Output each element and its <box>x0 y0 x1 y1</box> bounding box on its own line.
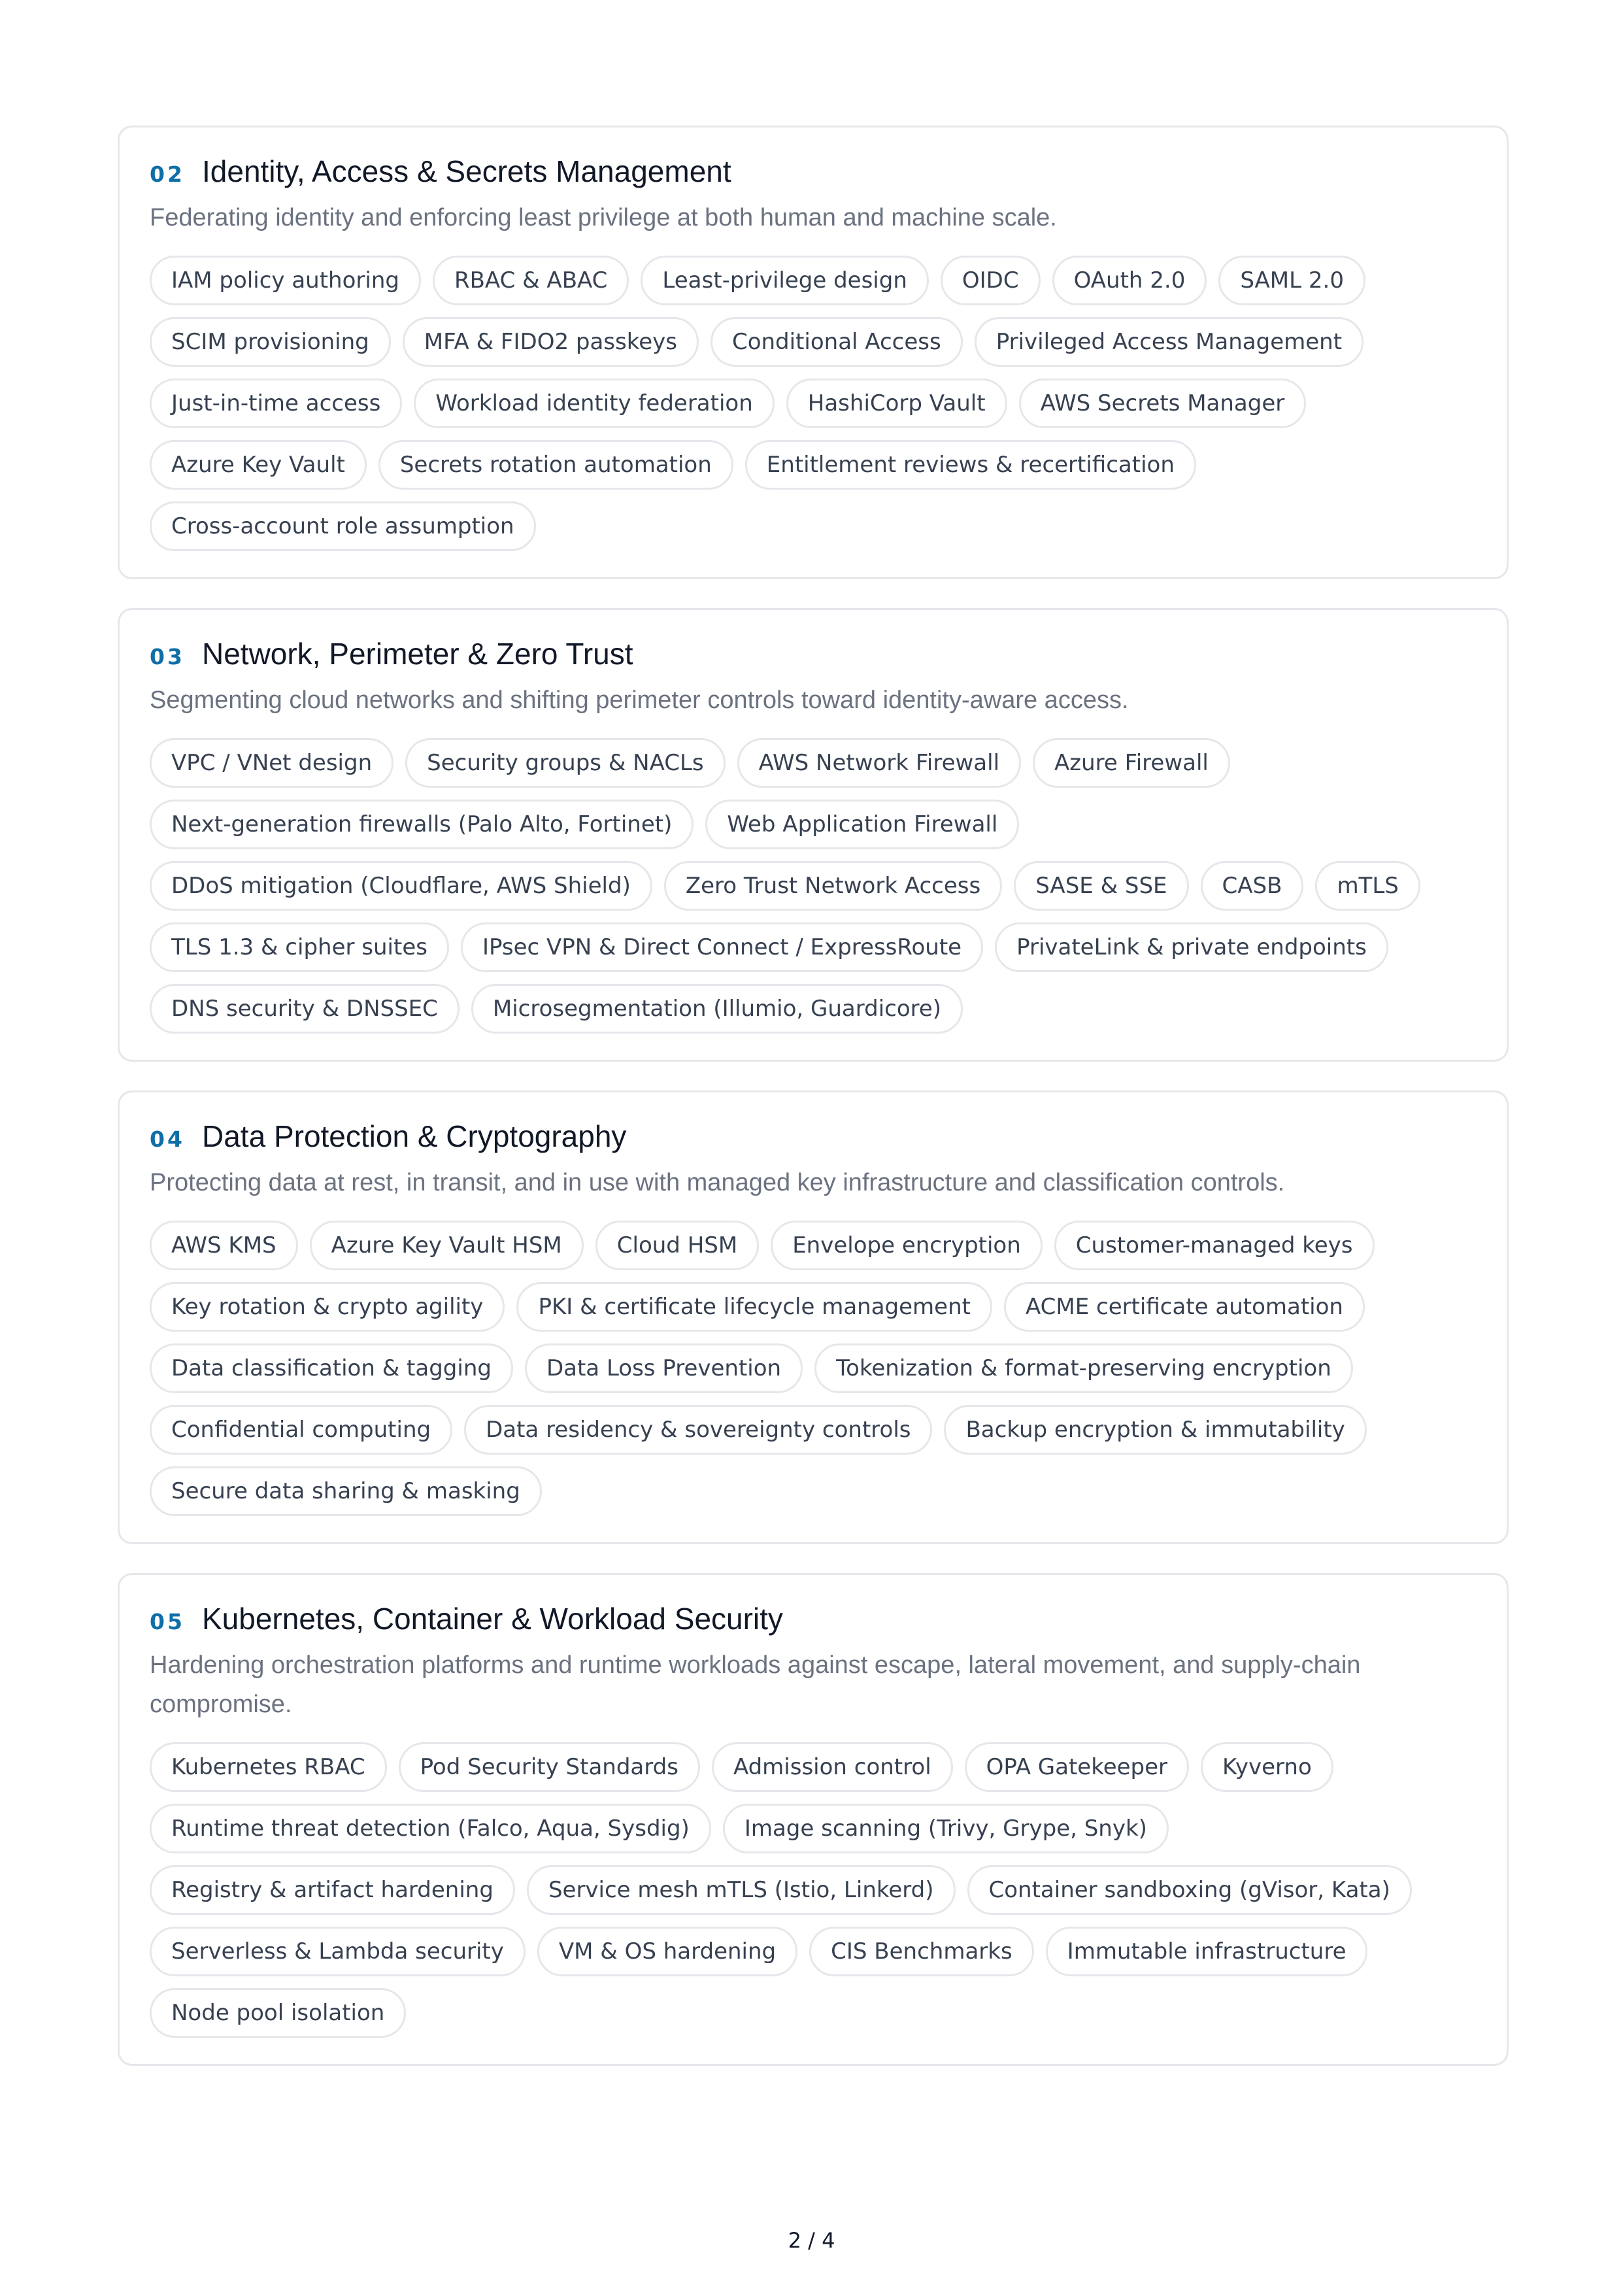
skill-tag: RBAC & ABAC <box>433 256 629 305</box>
skill-tag: Image scanning (Trivy, Grype, Snyk) <box>723 1804 1169 1853</box>
skill-tag: Data residency & sovereignty controls <box>464 1405 932 1455</box>
skill-tag: Entitlement reviews & recertification <box>745 440 1196 490</box>
section-title: Kubernetes, Container & Workload Security <box>202 1602 783 1636</box>
section-number: 02 <box>150 161 185 187</box>
skill-tag: Secrets rotation automation <box>378 440 733 490</box>
skill-tag: Azure Key Vault <box>150 440 367 490</box>
section-description: Hardening orchestration platforms and runtime workloads against escape, lateral movement, and supply-chain compromise. <box>150 1651 1361 1718</box>
skill-tag: Just-in-time access <box>150 379 402 428</box>
section-title: Identity, Access & Secrets Management <box>202 154 731 188</box>
section-header <box>150 154 1477 189</box>
skill-section <box>118 126 1509 579</box>
skill-tag: Serverless & Lambda security <box>150 1927 526 1976</box>
skill-tag: Cloud HSM <box>595 1221 759 1270</box>
section-description: Segmenting cloud networks and shifting perimeter controls toward identity-aware access. <box>150 686 1129 714</box>
skill-tag: SASE & SSE <box>1014 861 1188 911</box>
skill-tag: Pod Security Standards <box>399 1742 700 1792</box>
skill-tag: Runtime threat detection (Falco, Aqua, Sysdig) <box>150 1804 711 1853</box>
tag-list <box>150 256 1477 551</box>
skill-tag: Web Application Firewall <box>705 800 1019 849</box>
section-description: Protecting data at rest, in transit, and in use with managed key infrastructure and classification controls. <box>150 1169 1285 1196</box>
section-number: 05 <box>150 1609 185 1634</box>
skill-tag: PrivateLink & private endpoints <box>995 922 1388 972</box>
skill-tag: AWS Network Firewall <box>737 738 1021 788</box>
skill-tag: IPsec VPN & Direct Connect / ExpressRoute <box>461 922 983 972</box>
skill-tag: Kubernetes RBAC <box>150 1742 387 1792</box>
skill-tag: Data classification & tagging <box>150 1343 513 1393</box>
section-title: Data Protection & Cryptography <box>202 1119 627 1153</box>
skill-section <box>118 1573 1509 2066</box>
skill-tag: Secure data sharing & masking <box>150 1466 542 1516</box>
skill-tag: HashiCorp Vault <box>786 379 1007 428</box>
skill-tag: Zero Trust Network Access <box>664 861 1002 911</box>
skill-tag: Customer-managed keys <box>1054 1221 1375 1270</box>
skill-tag: VM & OS hardening <box>537 1927 797 1976</box>
section-number: 03 <box>150 644 185 669</box>
skill-section <box>118 1090 1509 1544</box>
skill-tag: OPA Gatekeeper <box>965 1742 1189 1792</box>
skill-tag: Data Loss Prevention <box>525 1343 803 1393</box>
skill-tag: SCIM provisioning <box>150 317 391 367</box>
tag-list <box>150 738 1477 1034</box>
skill-tag: Cross-account role assumption <box>150 501 536 551</box>
skill-section <box>118 608 1509 1062</box>
section-header <box>150 1119 1477 1154</box>
skill-tag: ACME certificate automation <box>1004 1282 1365 1332</box>
skill-tag: Least-privilege design <box>641 256 928 305</box>
tag-list <box>150 1221 1477 1516</box>
skill-tag: Node pool isolation <box>150 1988 406 2038</box>
skill-tag: Tokenization & format-preserving encryption <box>814 1343 1353 1393</box>
skill-tag: MFA & FIDO2 passkeys <box>403 317 699 367</box>
skill-tag: CASB <box>1201 861 1304 911</box>
page-indicator: 2 / 4 <box>788 2228 835 2253</box>
skill-tag: Registry & artifact hardening <box>150 1865 515 1915</box>
skill-tag: Container sandboxing (gVisor, Kata) <box>967 1865 1412 1915</box>
skill-tag: Azure Key Vault HSM <box>310 1221 584 1270</box>
skill-tag: Conditional Access <box>711 317 963 367</box>
skill-tag: Privileged Access Management <box>975 317 1364 367</box>
skill-tag: Next-generation firewalls (Palo Alto, Fortinet) <box>150 800 694 849</box>
section-number: 04 <box>150 1126 185 1152</box>
skill-tag: Kyverno <box>1201 1742 1333 1792</box>
section-description: Federating identity and enforcing least privilege at both human and machine scale. <box>150 204 1057 231</box>
skill-tag: Admission control <box>712 1742 953 1792</box>
skill-tag: Microsegmentation (Illumio, Guardicore) <box>471 984 963 1034</box>
skill-tag: Key rotation & crypto agility <box>150 1282 505 1332</box>
skill-tag: Workload identity federation <box>414 379 774 428</box>
section-title: Network, Perimeter & Zero Trust <box>202 637 633 671</box>
skill-tag: VPC / VNet design <box>150 738 393 788</box>
skill-tag: Confidential computing <box>150 1405 452 1455</box>
skill-tag: SAML 2.0 <box>1218 256 1365 305</box>
skill-tag: TLS 1.3 & cipher suites <box>150 922 449 972</box>
skill-tag: IAM policy authoring <box>150 256 421 305</box>
skill-tag: PKI & certificate lifecycle management <box>516 1282 992 1332</box>
section-header <box>150 1601 1477 1636</box>
skill-tag: DNS security & DNSSEC <box>150 984 460 1034</box>
section-header <box>150 636 1477 671</box>
skill-tag: DDoS mitigation (Cloudflare, AWS Shield) <box>150 861 652 911</box>
skill-tag: AWS Secrets Manager <box>1019 379 1307 428</box>
skill-tag: OAuth 2.0 <box>1052 256 1207 305</box>
skill-tag: Service mesh mTLS (Istio, Linkerd) <box>527 1865 956 1915</box>
skill-tag: Security groups & NACLs <box>405 738 726 788</box>
skill-tag: mTLS <box>1315 861 1420 911</box>
skill-tag: Backup encryption & immutability <box>944 1405 1366 1455</box>
skill-tag: CIS Benchmarks <box>809 1927 1034 1976</box>
document-page <box>118 126 1509 2095</box>
skill-tag: OIDC <box>941 256 1041 305</box>
skill-tag: Immutable infrastructure <box>1046 1927 1368 1976</box>
skill-tag: AWS KMS <box>150 1221 298 1270</box>
tag-list <box>150 1742 1477 2038</box>
skill-tag: Envelope encryption <box>771 1221 1043 1270</box>
skill-tag: Azure Firewall <box>1033 738 1230 788</box>
skills-sections <box>118 126 1509 2066</box>
